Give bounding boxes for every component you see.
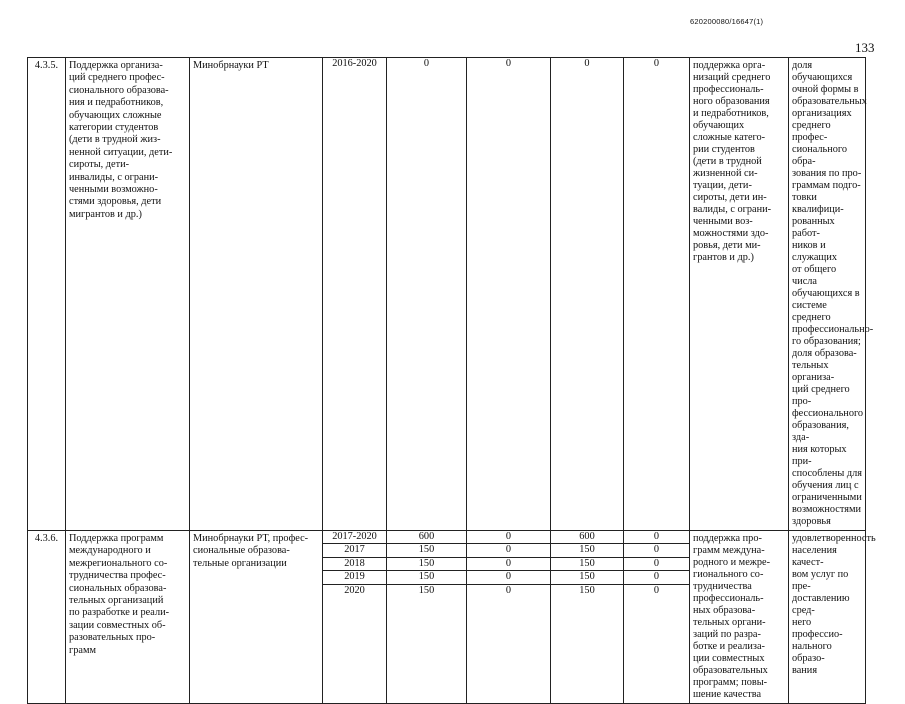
page-number: 133 [855,40,875,55]
years-value: 2019 [323,571,386,584]
other-funding-value: 0 [624,571,689,584]
federal-funding-value: 0 [467,557,550,570]
federal-funding [467,58,551,531]
federal-funding [467,531,551,704]
expected-result: поддержка про- грамм междуна- родного и межре- гионального со- трудничества профессиональ- ных образова- тельных органи- заций по разра- ботке и реализа- ции совместных образовательных программ; повы- шение качества [690,531,789,704]
other-funding-value: 0 [624,557,689,570]
program-table [27,57,876,704]
federal-funding-value: 0 [467,544,550,557]
years-value: 2020 [344,584,365,596]
federal-funding-value: 0 [505,584,512,596]
total-funding-value: 150 [418,584,435,596]
other-funding-value: 0 [653,584,660,596]
federal-funding-value: 0 [505,58,512,69]
expected-result: поддержка орга- низаций среднего профессиональ- ного образования и педработников, обучающих сложные катего- рии студентов (дети в трудной жизненной си- туации, дети- сироты, дети ин- валиды, с ограни- ченными воз- можностями здо- ровья, дети ми- грантов и др.) [690,58,789,531]
total-funding-value: 600 [387,531,466,544]
federal-funding-value: 0 [467,571,550,584]
total-funding-value: 0 [423,58,430,69]
other-funding-value: 0 [653,58,660,69]
republic-funding-value: 600 [551,531,623,544]
indicator: доля обучающихся очной формы в образовательных организациях среднего профес- сионального обра- зования по про- граммам подго- товки квалифици- рованных работ- ников и служащих от общего числа обучающихся в системе среднего профессионально- го образования; доля образова- тельных организа- ций среднего про- фессионального образования, зда- ния которых при- способлены для обучения лиц с ограниченными возможностями здоровья [789,58,866,531]
executor: Минобрнауки РТ, профес- сиональные образова- тельные организации [190,531,323,704]
row-number: 4.3.5. [28,58,66,531]
years-value: 2017-2020 [323,531,386,544]
total-funding-value: 150 [387,571,466,584]
republic-funding [551,58,624,531]
years-value: 2016-2020 [332,58,377,69]
indicator: удовлетворенность населения качест- вом услуг по пре- доставлению сред- него профессио- нального образо- вания [789,531,866,704]
total-funding-value: 150 [387,557,466,570]
republic-funding [551,531,624,704]
republic-funding-value: 150 [579,584,595,596]
row-number: 4.3.6. [28,531,66,704]
republic-funding-value: 150 [551,571,623,584]
total-funding [387,58,467,531]
table-row [28,58,866,531]
total-funding [387,531,467,704]
years [323,58,387,531]
measure-name: Поддержка программ международного и межрегионального со- трудничества профес- сиональных образова- тельных организаций по разработке и реали- зации совместных об- разовательных про- грамм [66,531,190,704]
document-number: 620200080/16647(1) [690,17,764,26]
federal-funding-value: 0 [467,531,550,544]
republic-funding-value: 150 [551,544,623,557]
other-funding [624,531,690,704]
other-funding-value: 0 [624,531,689,544]
republic-funding-value: 0 [584,58,590,69]
table-row [28,531,866,704]
republic-funding-value: 150 [551,557,623,570]
other-funding-value: 0 [624,544,689,557]
years-value: 2018 [323,557,386,570]
years [323,531,387,704]
measure-name: Поддержка организа- ций среднего профес- сионального образова- ния и педработников, обучающих сложные категории студентов (дети в трудной жиз- ненной ситуации, дети- сироты, дети- инвалиды, с ограни- ченными возможно- стями здоровья, дети мигрантов и др.) [66,58,190,531]
executor: Минобрнауки РТ [190,58,323,531]
years-value: 2017 [323,544,386,557]
total-funding-value: 150 [387,544,466,557]
other-funding [624,58,690,531]
